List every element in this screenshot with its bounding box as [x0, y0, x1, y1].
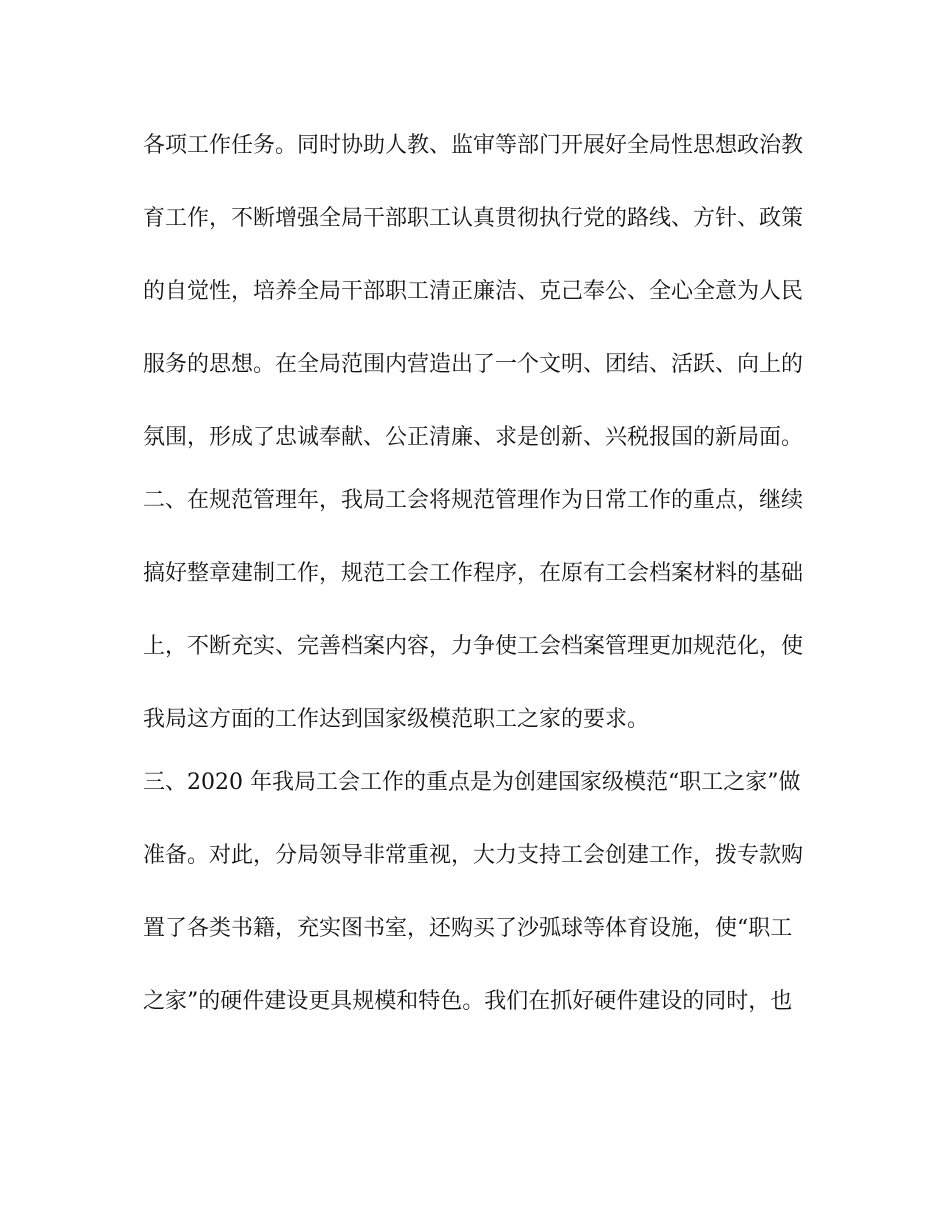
text-line: 准备。对此，分局领导非常重视，大力支持工会创建工作，拨专款购 [143, 843, 804, 868]
text-line: 育工作，不断增强全局干部职工认真贯彻执行党的路线、方针、政策 [143, 206, 804, 231]
text-line: 我局这方面的工作达到国家级模范职工之家的要求。 [143, 707, 650, 732]
text-line: 之家”的硬件建设更具规模和特色。我们在抓好硬件建设的同时，也 [143, 989, 793, 1014]
text-line: 置了各类书籍，充实图书室，还购买了沙弧球等体育设施，使“职工 [143, 916, 793, 941]
text-line: 各项工作任务。同时协助人教、监审等部门开展好全局性思想政治教 [143, 133, 804, 158]
text-line: 三、2020 年我局工会工作的重点是为创建国家级模范“职工之家”做 [143, 770, 801, 795]
text-line: 搞好整章建制工作，规范工会工作程序，在原有工会档案材料的基础 [143, 561, 804, 586]
text-line: 二、在规范管理年，我局工会将规范管理作为日常工作的重点，继续 [143, 488, 804, 513]
text-line: 氛围，形成了忠诚奉献、公正清廉、求是创新、兴税报国的新局面。 [143, 425, 804, 450]
text-line: 上，不断充实、完善档案内容，力争使工会档案管理更加规范化，使 [143, 634, 804, 659]
text-line: 服务的思想。在全局范围内营造出了一个文明、团结、活跃、向上的 [143, 352, 804, 377]
text-line: 的自觉性，培养全局干部职工清正廉洁、克己奉公、全心全意为人民 [143, 279, 804, 304]
